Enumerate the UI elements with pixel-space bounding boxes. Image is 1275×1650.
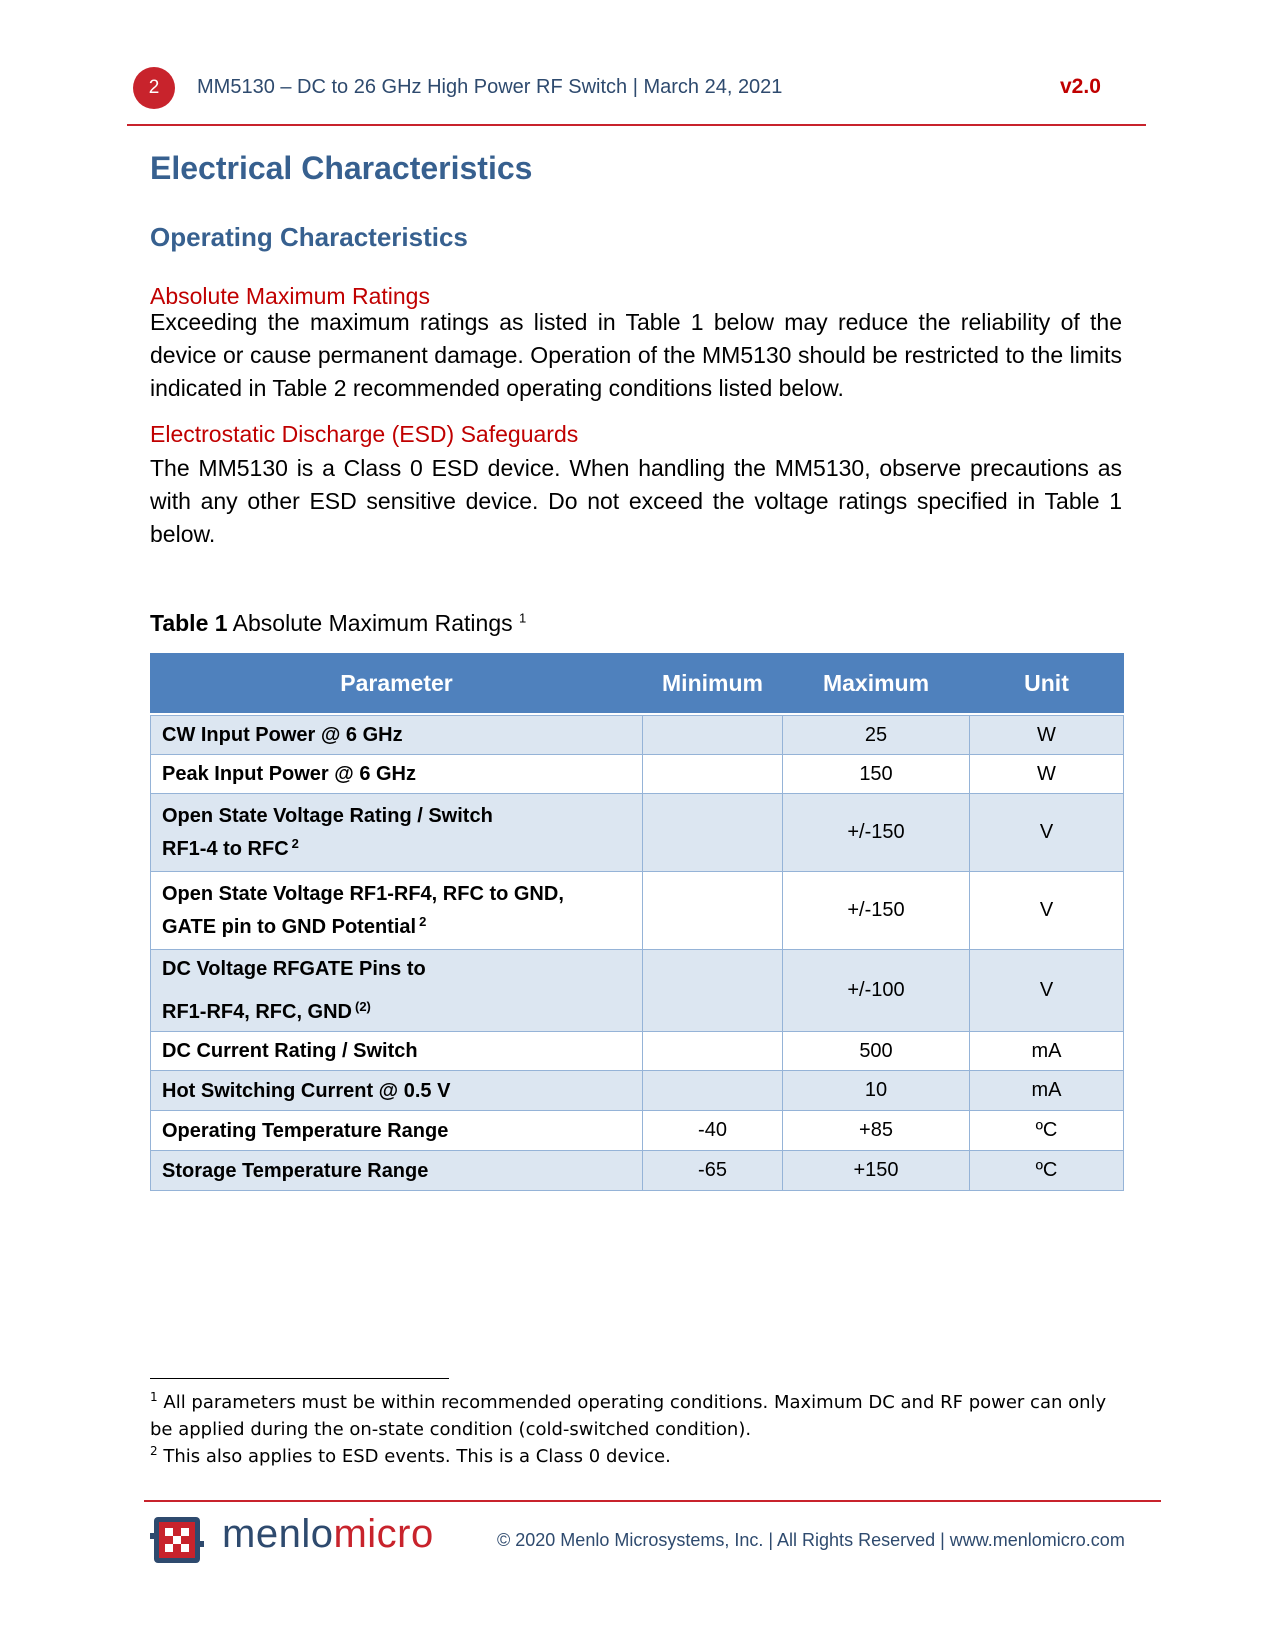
table-caption-label: Table 1 [150, 610, 228, 636]
unit-cell: ºC [970, 1111, 1124, 1151]
unit-cell: V [970, 872, 1124, 950]
min-cell [643, 794, 783, 872]
min-cell [643, 716, 783, 755]
param-cell [151, 950, 643, 1032]
menlomicro-logo-text [222, 1512, 434, 1557]
footnote-text: All parameters must be within recommended operating conditions. Maximum DC and RF power can only be applied during the on-state condition (cold-switched condition). [150, 1392, 1107, 1440]
param-text: Operating Temperature Range [162, 1119, 449, 1142]
param-cell [151, 1151, 643, 1191]
max-cell: 500 [783, 1032, 970, 1071]
footnote-1 [150, 1384, 1122, 1443]
absolute-max-heading: Absolute Maximum Ratings [150, 283, 430, 309]
table-row [151, 755, 1124, 794]
version-label: v2.0 [1060, 75, 1101, 98]
header-minimum: Minimum [643, 654, 783, 713]
param-text: Open State Voltage Rating / Switch [162, 805, 493, 827]
table-row [151, 1151, 1124, 1191]
absolute-max-paragraph: Exceeding the maximum ratings as listed in Table 1 below may reduce the reliability of the device or cause permanent damage. Operation of the MM5130 should be restricted to the limits indicated in Table 2 recommended operating conditions listed below. [150, 309, 1122, 401]
footnote-2 [150, 1438, 1122, 1470]
unit-cell: mA [970, 1032, 1124, 1071]
param-text-line2: RF1-4 to RFC [162, 838, 289, 860]
menlomicro-logo-icon [150, 1513, 204, 1567]
table-row [151, 1071, 1124, 1111]
min-cell [643, 950, 783, 1032]
unit-cell: W [970, 755, 1124, 794]
footnote-number: 1 [150, 1390, 158, 1404]
param-text: CW Input Power @ 6 GHz [162, 724, 403, 746]
param-cell [151, 1071, 643, 1111]
min-cell [643, 872, 783, 950]
copyright-text: © 2020 Menlo Microsystems, Inc. | All Rights Reserved | www.menlomicro.com [497, 1530, 1125, 1550]
param-cell [151, 716, 643, 755]
table-header-row [151, 654, 1124, 713]
unit-cell: V [970, 794, 1124, 872]
max-cell: 150 [783, 755, 970, 794]
max-cell: +/-100 [783, 950, 970, 1032]
param-text: Open State Voltage RF1-RF4, RFC to GND, [162, 883, 564, 905]
section-title: Electrical Characteristics [150, 150, 533, 186]
footnote-ref: 2 [291, 836, 299, 851]
max-cell: 10 [783, 1071, 970, 1111]
table-row [151, 716, 1124, 755]
footer-divider [144, 1500, 1161, 1502]
footnote-number: 2 [150, 1444, 158, 1458]
footnote-ref: (2) [355, 999, 371, 1014]
subsection-title: Operating Characteristics [150, 222, 468, 252]
esd-heading: Electrostatic Discharge (ESD) Safeguards [150, 421, 579, 447]
header-title: MM5130 – DC to 26 GHz High Power RF Switch | March 24, 2021 [197, 76, 783, 98]
table-caption-text: Absolute Maximum Ratings [232, 610, 513, 636]
param-text: DC Current Rating / Switch [162, 1040, 418, 1062]
param-text: Storage Temperature Range [162, 1159, 429, 1182]
unit-cell: ºC [970, 1151, 1124, 1191]
table-row [151, 1032, 1124, 1071]
min-cell: -40 [643, 1111, 783, 1151]
footnote-text: This also applies to ESD events. This is a Class 0 device. [163, 1446, 671, 1467]
max-cell: 25 [783, 716, 970, 755]
table-row [151, 950, 1124, 1032]
footnote-ref: 2 [419, 914, 427, 929]
table-row [151, 872, 1124, 950]
param-text: DC Voltage RFGATE Pins to [162, 958, 426, 980]
min-cell [643, 755, 783, 794]
absolute-max-ratings-table [150, 653, 1124, 1191]
max-cell: +/-150 [783, 872, 970, 950]
max-cell: +85 [783, 1111, 970, 1151]
header-parameter: Parameter [151, 654, 643, 713]
min-cell [643, 1071, 783, 1111]
unit-cell: mA [970, 1071, 1124, 1111]
param-text-line2: RF1-RF4, RFC, GND [162, 1001, 352, 1023]
unit-cell: W [970, 716, 1124, 755]
param-text-line2: GATE pin to GND Potential [162, 916, 417, 938]
logo-text-micro: micro [333, 1512, 434, 1556]
min-cell [643, 1032, 783, 1071]
esd-paragraph: The MM5130 is a Class 0 ESD device. When handling the MM5130, observe precautions as with any other ESD sensitive device. Do not exceed the voltage ratings specified in Table 1 below. [150, 455, 1122, 547]
header-divider [127, 124, 1146, 126]
logo-text-menlo: menlo [222, 1512, 334, 1556]
header-maximum: Maximum [783, 654, 970, 713]
page-number-badge: 2 [133, 67, 175, 109]
param-text: Hot Switching Current @ 0.5 V [162, 1079, 451, 1102]
unit-cell: V [970, 950, 1124, 1032]
param-cell [151, 755, 643, 794]
param-cell [151, 872, 643, 950]
param-cell [151, 1111, 643, 1151]
max-cell: +150 [783, 1151, 970, 1191]
table-caption [150, 610, 526, 637]
table-caption-footnote-ref: 1 [519, 610, 527, 626]
footnote-divider [150, 1378, 449, 1379]
min-cell: -65 [643, 1151, 783, 1191]
table-row [151, 794, 1124, 872]
table-row [151, 1111, 1124, 1151]
max-cell: +/-150 [783, 794, 970, 872]
header-unit: Unit [970, 654, 1124, 713]
param-text: Peak Input Power @ 6 GHz [162, 763, 417, 785]
param-cell [151, 794, 643, 872]
param-cell [151, 1032, 643, 1071]
